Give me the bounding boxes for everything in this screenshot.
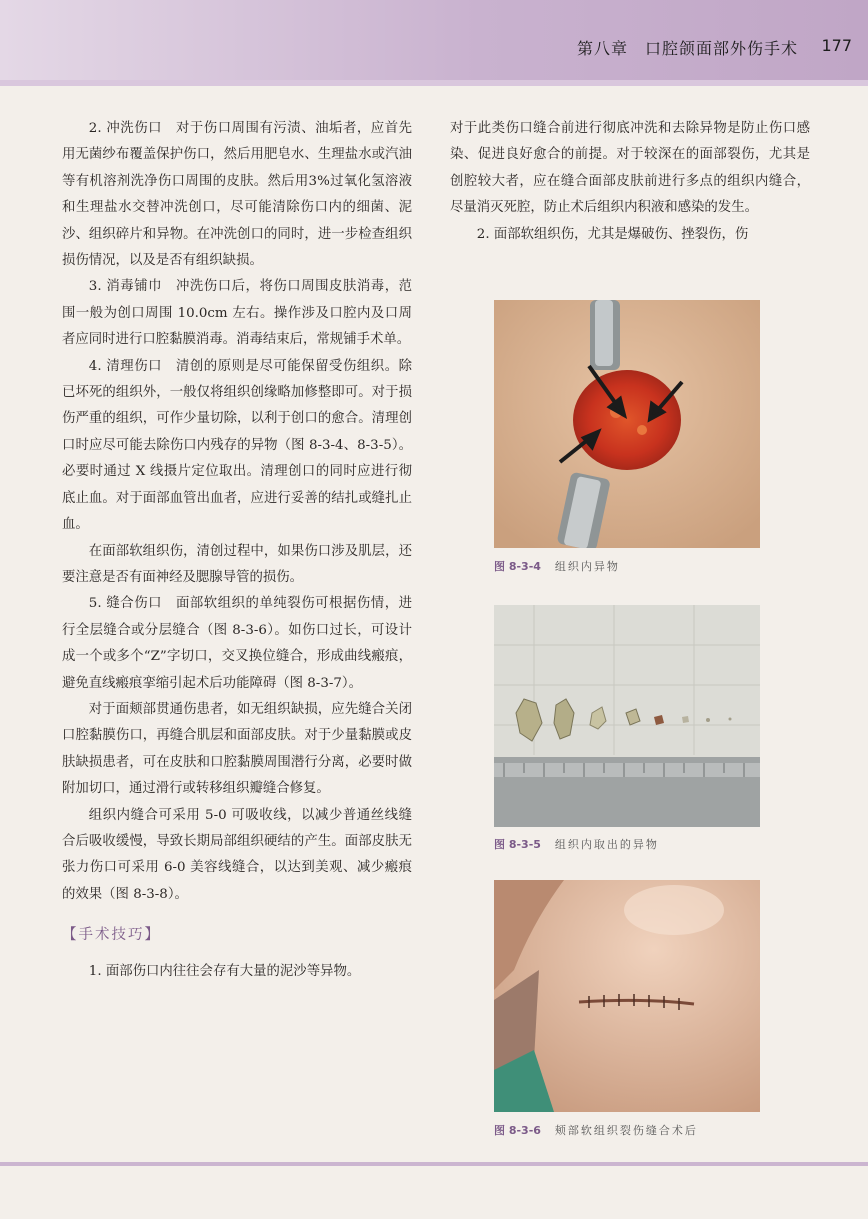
right-column [450, 116, 810, 248]
figure-8-3-5-image [494, 605, 760, 827]
figure-8-3-4-image [494, 300, 760, 548]
chapter-title: 第八章 口腔颌面部外伤手术 [576, 39, 798, 58]
paragraph-disinfection: 3. 消毒铺巾 冲洗伤口后，将伤口周围皮肤消毒，范围一般为创口周围 10.0cm 左右。操作涉及口腔内及口周者应同时进行口腔黏膜消毒。消毒结束后，常规铺手术单。 [62, 279, 412, 348]
footer-divider [0, 1162, 868, 1166]
paragraph-debridement: 4. 清理伤口 清创的原则是尽可能保留受伤组织。除已坏死的组织外，一般仅将组织创缘略加修整即可。对于损伤严重的组织，可作少量切除，以利于创口的愈合。清理创口时应尽可能去除伤口内残存的异物（图 8-3-4、8-3-5）。必要时通过 X 线摄片定位取出。清理创口的同时应进行彻底止血。对于面部血管出血者，应进行妥善的结扎或缝扎止血。 [62, 358, 412, 533]
paragraph-nerve-check: 在面部软组织伤，清创过程中，如果伤口涉及肌层，还要注意是否有面神经及腮腺导管的损伤。 [62, 543, 412, 585]
paragraph-continuation: 对于此类伤口缝合前进行彻底冲洗和去除异物是防止伤口感染、促进良好愈合的前提。对于较深在的面部裂伤，尤其是创腔较大者，应在缝合面部皮肤前进行多点的组织内缝合，尽量消灭死腔，防止术后组织内积液和感染的发生。 [450, 121, 810, 216]
page-number: 177 [821, 36, 852, 55]
paragraph-through-wound: 对于面颊部贯通伤患者，如无组织缺损，应先缝合关闭口腔黏膜伤口，再缝合肌层和面部皮肤。对于少量黏膜或皮肤缺损患者，可在皮肤和口腔黏膜周围潜行分离，必要时做附加切口，通过滑行或转移组织瓣缝合修复。 [62, 701, 412, 797]
paragraph-suture-material: 组织内缝合可采用 5-0 可吸收线，以减少普通丝线缝合后吸收缓慢，导致长期局部组织硬结的产生。面部皮肤无张力伤口可采用 6-0 美容线缝合，以达到美观、减少瘢痕的效果（图 8-3-8）。 [62, 807, 412, 902]
paragraph-suture: 5. 缝合伤口 面部软组织的单纯裂伤可根据伤情，进行全层缝合或分层缝合（图 8-3-6）。如伤口过长，可设计成一个或多个“Z”字切口，交叉换位缝合，形成曲线瘢痕，避免直线瘢痕挛缩引起术后功能障碍（图 8-3-7）。 [62, 596, 412, 691]
section-heading: 【手术技巧】 [62, 927, 161, 944]
paragraph-tip-2: 2. 面部软组织伤，尤其是爆破伤、挫裂伤，伤 [476, 226, 749, 242]
paragraph-irrigation: 2. 冲洗伤口 对于伤口周围有污渍、油垢者，应首先用无菌纱布覆盖保护伤口，然后用肥皂水、生理盐水或汽油等有机溶剂洗净伤口周围的皮肤。然后用3%过氧化氢溶液和生理盐水交替冲洗创口，尽可能清除伤口内的细菌、泥沙、组织碎片和异物。在冲洗创口的同时，进一步检查组织损伤情况，以及是否有组织缺损。 [62, 121, 412, 269]
figure-caption-8-3-6: 图 8-3-6 颊部软组织裂伤缝合术后 [494, 1124, 698, 1137]
figure-caption-8-3-4: 图 8-3-4 组织内异物 [494, 560, 620, 573]
figure-caption-8-3-5: 图 8-3-5 组织内取出的异物 [494, 838, 659, 851]
left-column [62, 116, 412, 985]
wound [573, 370, 681, 470]
figure-8-3-6-image [494, 880, 760, 1112]
paragraph-tip-1: 1. 面部伤口内往往会存有大量的泥沙等异物。 [88, 963, 361, 979]
